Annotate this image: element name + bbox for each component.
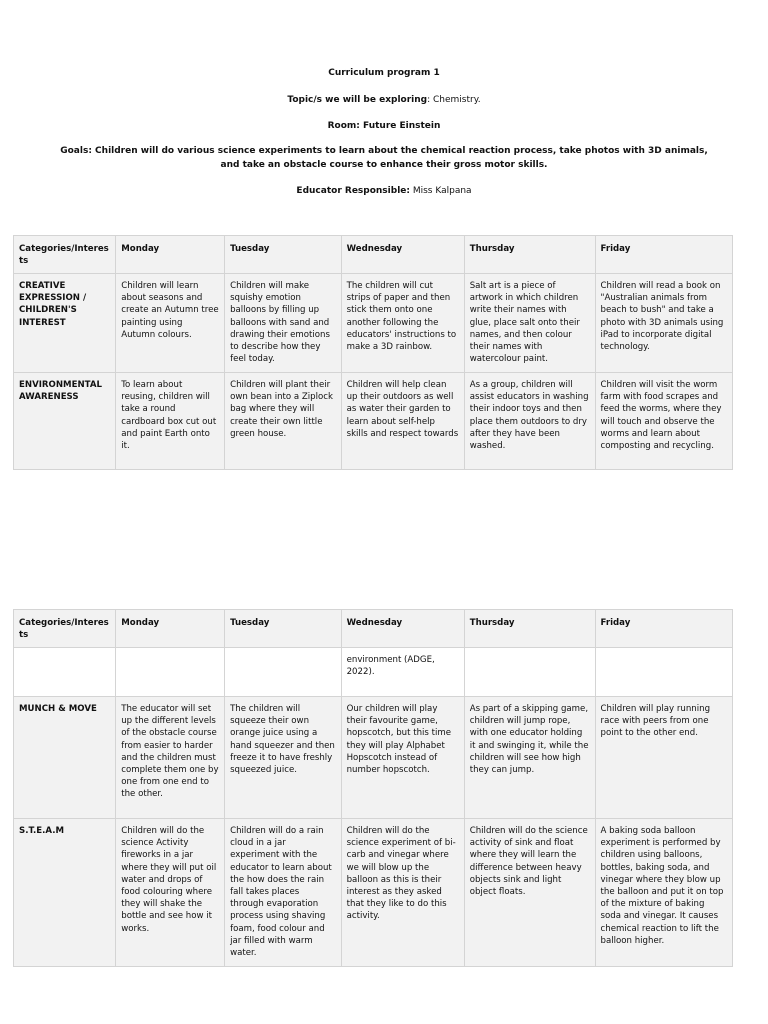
activity-cell: As part of a skipping game, children will jump rope, with one educator holding it and swinging it, while the children will see how high they can jump. xyxy=(464,697,595,819)
table-row xyxy=(14,373,733,470)
category-cell: MUNCH & MOVE xyxy=(14,697,116,819)
activity-cell: Our children will play their favourite game, hopscotch, but this time they will play Alphabet Hopscotch instead of number hopscotch. xyxy=(341,697,464,819)
category-cell: S.T.E.A.M xyxy=(14,819,116,967)
column-header: Thursday xyxy=(464,610,595,648)
educator-line xyxy=(0,185,768,197)
activity-cell xyxy=(116,648,225,697)
activity-cell: Salt art is a piece of artwork in which children write their names with glue, place salt onto their names, and then colour their names with watercolour paint. xyxy=(464,274,595,373)
goals-text: Goals: Children will do various science experiments to learn about the chemical reaction process, take photos with 3D animals, and take an obstacle course to enhance their gross motor skills. xyxy=(60,146,708,170)
curriculum-table-1 xyxy=(13,235,733,470)
activity-cell: Children will do the science Activity fireworks in a jar where they will put oil water and drops of food colouring where they will shake the bottle and see how it works. xyxy=(116,819,225,967)
activity-cell: Children will do the science activity of sink and float where they will learn the difference between heavy objects sink and light object floats. xyxy=(464,819,595,967)
column-header: Friday xyxy=(595,610,732,648)
activity-cell xyxy=(225,648,342,697)
table-header-row xyxy=(14,236,733,274)
column-header: Monday xyxy=(116,236,225,274)
column-header: Wednesday xyxy=(341,236,464,274)
curriculum-table-2 xyxy=(13,609,733,967)
activity-cell: Children will do a rain cloud in a jar experiment with the educator to learn about the how does the rain fall takes places through evaporation process using shaving foam, food colour and jar filled with warm water. xyxy=(225,819,342,967)
room-line: Room: Future Einstein xyxy=(327,121,441,131)
category-cell xyxy=(14,648,116,697)
table-row xyxy=(14,648,733,697)
activity-cell: The children will squeeze their own orange juice using a hand squeezer and then freeze it to have freshly squeezed juice. xyxy=(225,697,342,819)
column-header: Categories/Interests xyxy=(14,236,116,274)
category-cell: ENVIRONMENTAL AWARENESS xyxy=(14,373,116,470)
table-row xyxy=(14,819,733,967)
column-header: Tuesday xyxy=(225,610,342,648)
topic-label: Topic/s we will be exploring xyxy=(287,95,428,105)
educator-label: Educator Responsible: xyxy=(296,186,410,196)
activity-cell: Children will plant their own bean into a Ziplock bag where they will create their own little green house. xyxy=(225,373,342,470)
activity-cell: Children will visit the worm farm with food scrapes and feed the worms, where they will touch and observe the worms and learn about composting and recycling. xyxy=(595,373,732,470)
activity-cell: Children will make squishy emotion balloons by filling up balloons with sand and drawing their emotions to describe how they feel today. xyxy=(225,274,342,373)
activity-cell: environment (ADGE, 2022). xyxy=(341,648,464,697)
activity-cell: Children will learn about seasons and create an Autumn tree painting using Autumn colours. xyxy=(116,274,225,373)
activity-cell: As a group, children will assist educators in washing their indoor toys and then place them outdoors to dry after they have been washed. xyxy=(464,373,595,470)
table-row xyxy=(14,697,733,819)
table-header-row xyxy=(14,610,733,648)
activity-cell xyxy=(595,648,732,697)
table-row xyxy=(14,274,733,373)
column-header: Wednesday xyxy=(341,610,464,648)
column-header: Friday xyxy=(595,236,732,274)
activity-cell: Children will read a book on "Australian animals from beach to bush" and take a photo with 3D animals using iPad to incorporate digital technology. xyxy=(595,274,732,373)
category-cell: CREATIVE EXPRESSION / CHILDREN'S INTEREST xyxy=(14,274,116,373)
activity-cell: Children will help clean up their outdoors as well as water their garden to learn about self-help skills and respect towards xyxy=(341,373,464,470)
program-title: Curriculum program 1 xyxy=(328,68,440,78)
column-header: Thursday xyxy=(464,236,595,274)
column-header: Monday xyxy=(116,610,225,648)
activity-cell: To learn about reusing, children will take a round cardboard box cut out and paint Earth onto it. xyxy=(116,373,225,470)
topic-value: : Chemistry. xyxy=(427,95,481,105)
topic-line xyxy=(0,94,768,106)
activity-cell: The children will cut strips of paper and then stick them onto one another following the educators' instructions to make a 3D rainbow. xyxy=(341,274,464,373)
column-header: Tuesday xyxy=(225,236,342,274)
activity-cell xyxy=(464,648,595,697)
activity-cell: Children will play running race with peers from one point to the other end. xyxy=(595,697,732,819)
activity-cell: The educator will set up the different levels of the obstacle course from easier to harder and the children must complete them one by one from one end to the other. xyxy=(116,697,225,819)
activity-cell: Children will do the science experiment of bi-carb and vinegar where we will blow up the balloon as this is their interest as they asked that they like to do this activity. xyxy=(341,819,464,967)
activity-cell: A baking soda balloon experiment is performed by children using balloons, bottles, baking soda, and vinegar where they blow up the balloon and put it on top of the mixture of baking soda and vinegar. It causes chemical reaction to lift the balloon higher. xyxy=(595,819,732,967)
column-header: Categories/Interests xyxy=(14,610,116,648)
educator-value: Miss Kalpana xyxy=(409,186,472,196)
